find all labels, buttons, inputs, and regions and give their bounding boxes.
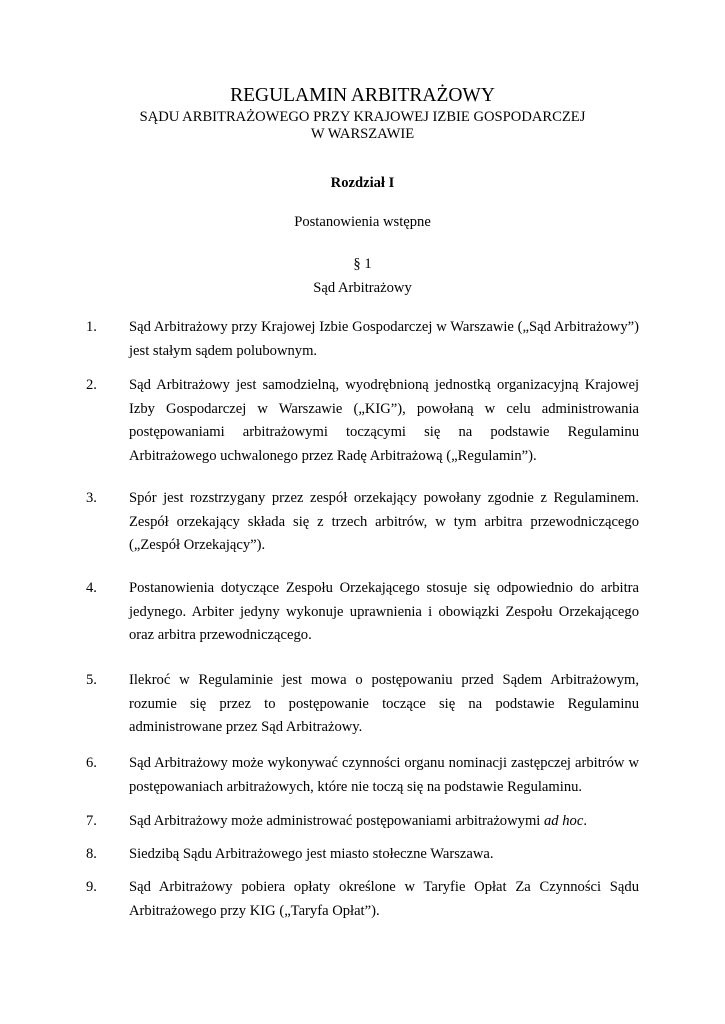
list-item-number: 8. xyxy=(86,846,97,862)
subtitle-line-2: W WARSZAWIE xyxy=(310,126,415,142)
list-item-text: Sąd Arbitrażowy przy Krajowej Izbie Gospodarczej w Warszawie („Sąd Arbitrażowy”) jest stałym sądem polubownym. xyxy=(129,319,639,359)
list-item-number: 7. xyxy=(86,813,97,829)
document-subtitle xyxy=(0,109,725,143)
list-item-number: 6. xyxy=(86,755,97,771)
list-item-text-part: Sąd Arbitrażowy może administrować postępowaniami arbitrażowymi xyxy=(129,813,544,829)
list-item-text: Sąd Arbitrażowy jest samodzielną, wyodrębnioną jednostką organizacyjną Krajowej Izby Gospodarczej w Warszawie („KIG”), powołaną w celu administrowania postępowaniami arbitrażowymi toczącymi się na podstawie Regulaminu Arbitrażowego uchwalonego przez Radę Arbitrażową („Regulamin”). xyxy=(129,377,639,464)
list-item-number: 9. xyxy=(86,879,97,895)
chapter-heading: Postanowienia wstępne xyxy=(294,214,431,230)
section-title: Sąd Arbitrażowy xyxy=(313,280,412,296)
list-item-number: 1. xyxy=(86,319,97,335)
chapter-label: Rozdział I xyxy=(330,175,395,191)
document-title: REGULAMIN ARBITRAŻOWY xyxy=(230,85,495,106)
list-item-text: Spór jest rozstrzygany przez zespół orzekający powołany zgodnie z Regulaminem. Zespół orzekający składa się z trzech arbitrów, w tym arbitra przewodniczącego („Zespół Orzekający”). xyxy=(129,490,639,554)
list-item-text: Siedzibą Sądu Arbitrażowego jest miasto stołeczne Warszawa. xyxy=(129,846,494,862)
list-item-number: 3. xyxy=(86,490,97,506)
list-item-text: Postanowienia dotyczące Zespołu Orzekającego stosuje się odpowiednio do arbitra jedynego. Arbiter jedyny wykonuje uprawnienia i obowiązki Zespołu Orzekającego oraz arbitra przewodniczącego. xyxy=(129,580,639,644)
section-mark: § 1 xyxy=(353,256,372,272)
list-item-number: 4. xyxy=(86,580,97,596)
list-item-number: 5. xyxy=(86,672,97,688)
list-item-text: Sąd Arbitrażowy pobiera opłaty określone w Taryfie Opłat Za Czynności Sądu Arbitrażowego przy KIG („Taryfa Opłat”). xyxy=(129,879,639,919)
list-item-text-italic: ad hoc xyxy=(544,813,584,829)
list-item-text-part: . xyxy=(583,813,587,829)
subtitle-line-1: SĄDU ARBITRAŻOWEGO PRZY KRAJOWEJ IZBIE GOSPODARCZEJ xyxy=(139,109,586,125)
list-item-text xyxy=(129,810,639,834)
list-item-text: Ilekroć w Regulaminie jest mowa o postępowaniu przed Sądem Arbitrażowym, rozumie się przez to postępowanie toczące się na podstawie Regulaminu administrowane przez Sąd Arbitrażowy. xyxy=(129,672,639,736)
list-item-number: 2. xyxy=(86,377,97,393)
list-item-text: Sąd Arbitrażowy może wykonywać czynności organu nominacji zastępczej arbitrów w postępowaniach arbitrażowych, które nie toczą się na podstawie Regulaminu. xyxy=(129,755,639,795)
